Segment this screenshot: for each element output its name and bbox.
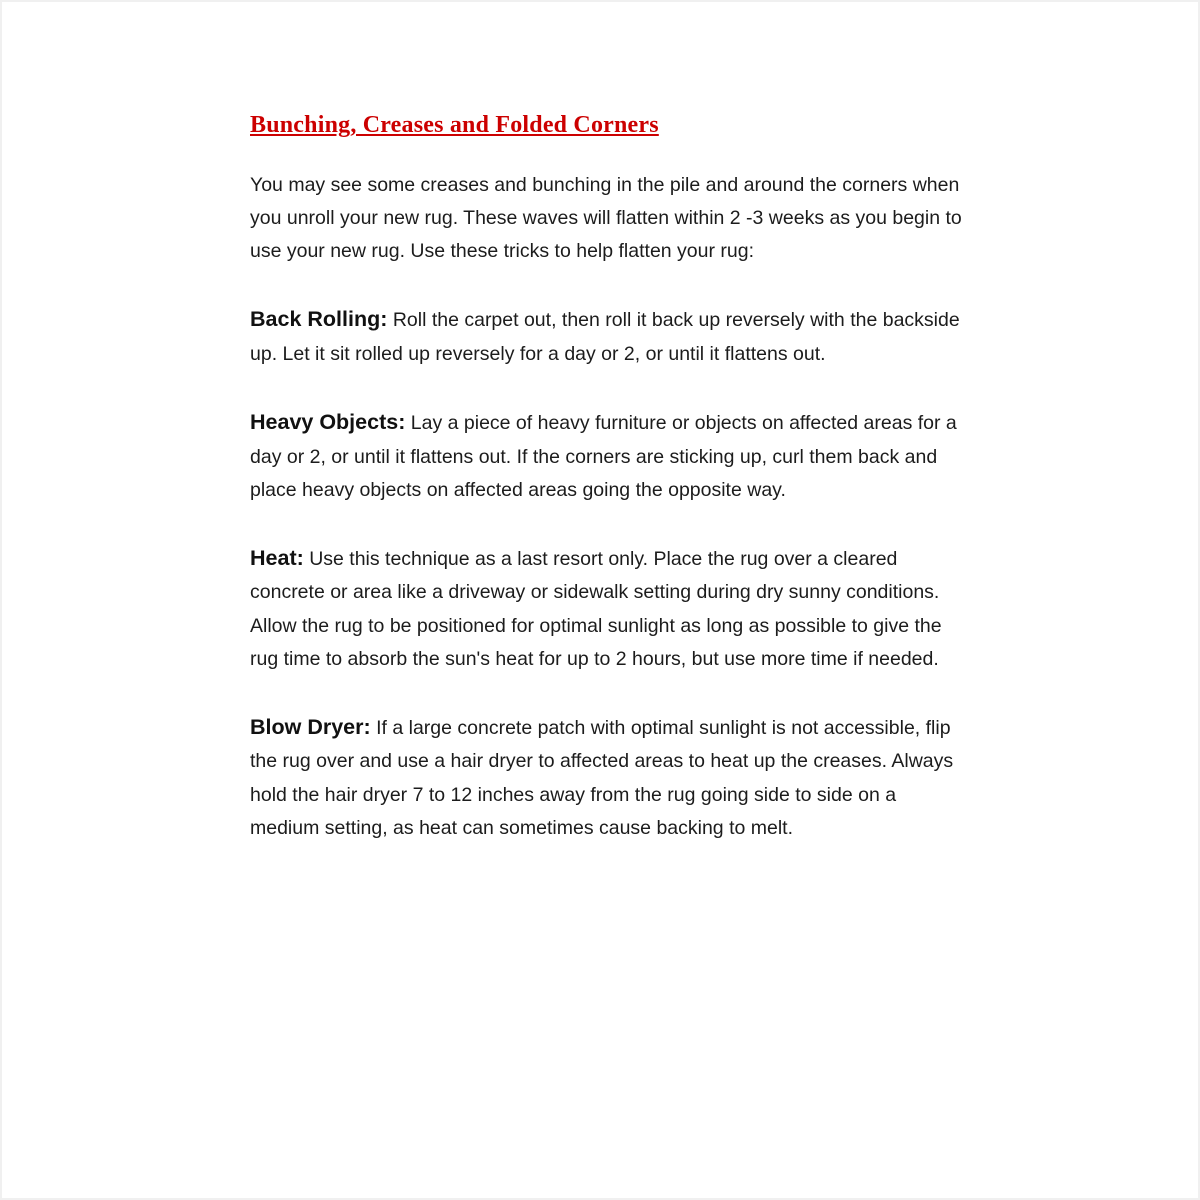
document-content xyxy=(250,112,962,878)
section-back-rolling xyxy=(250,301,962,371)
section-blow-dryer xyxy=(250,709,962,845)
section-heat xyxy=(250,540,962,676)
section-label: Heavy Objects: xyxy=(250,410,406,435)
section-text: Lay a piece of heavy furniture or objects on affected areas for a day or 2, or until it flattens out. If the corners are sticking up, curl them back and place heavy objects on affected areas going the opposite way. xyxy=(250,412,957,501)
page-title: Bunching, Creases and Folded Corners xyxy=(250,112,659,138)
section-label: Back Rolling: xyxy=(250,307,388,332)
section-text: If a large concrete patch with optimal sunlight is not accessible, flip the rug over and use a hair dryer to affected areas to heat up the creases. Always hold the hair dryer 7 to 12 inches away from the rug going side to side on a medium setting, as heat can sometimes cause backing to melt. xyxy=(250,716,954,839)
section-heavy-objects xyxy=(250,404,962,507)
section-text: Roll the carpet out, then roll it back up reversely with the backside up. Let it sit rolled up reversely for a day or 2, or until it flattens out. xyxy=(250,309,960,365)
section-label: Blow Dryer: xyxy=(250,714,371,739)
section-text: Use this technique as a last resort only. Place the rug over a cleared concrete or area like a driveway or sidewalk setting during dry sunny conditions. Allow the rug to be positioned for optimal sunlight as long as possible to give the rug time to absorb the sun's heat for up to 2 hours, but use more time if needed. xyxy=(250,547,942,670)
section-label: Heat: xyxy=(250,545,304,570)
intro-paragraph: You may see some creases and bunching in the pile and around the corners when you unroll your new rug. These waves will flatten within 2 -3 weeks as you begin to use your new rug. Use these tricks to help flatten your rug: xyxy=(250,174,962,263)
